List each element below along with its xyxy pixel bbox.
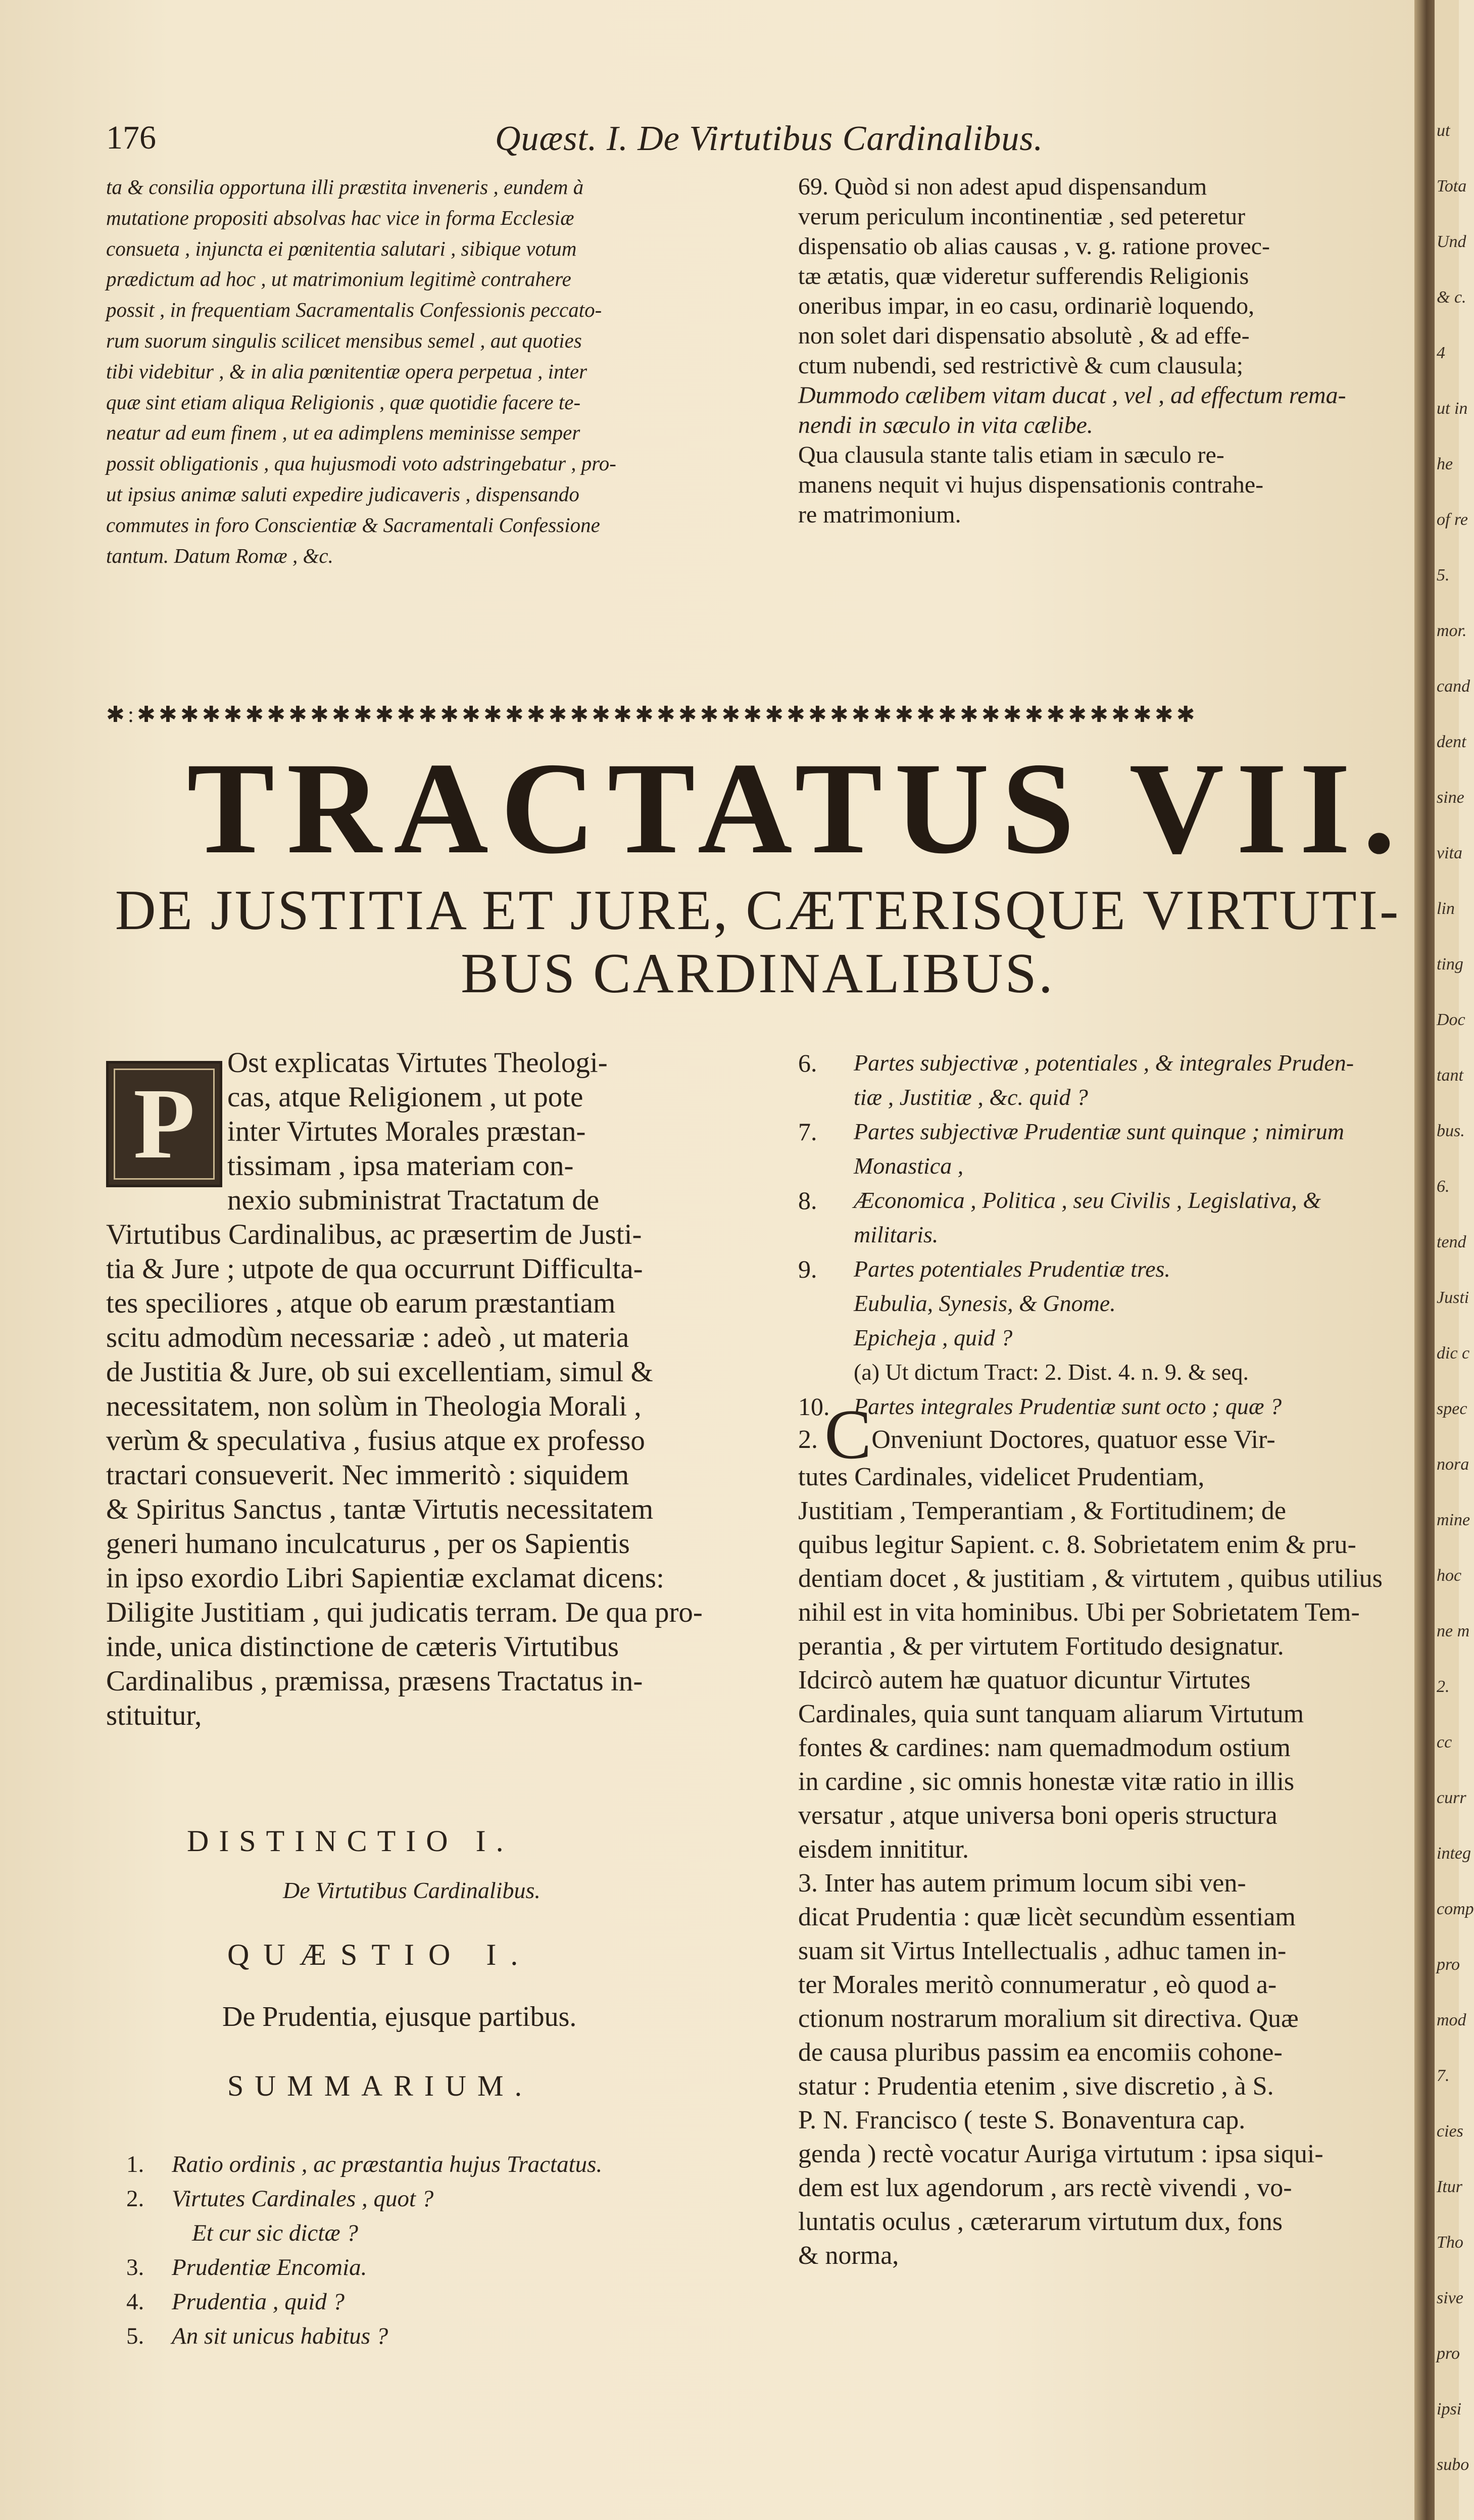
subtitle-line: BUS CARDINALIBUS. — [461, 942, 1055, 1005]
page-header — [106, 119, 1399, 164]
top-left-column — [106, 172, 778, 571]
text-line: ctum nubendi, sed restrictivè & cum clausula; — [798, 352, 1244, 379]
facing-page-fragment: vita — [1437, 844, 1462, 862]
facing-page-fragment: sine — [1437, 788, 1464, 807]
text-line: prædictum ad hoc , ut matrimonium legitimè contrahere — [106, 267, 571, 291]
summary-item-text: Epicheja , quid ? — [854, 1325, 1013, 1350]
running-title: Quæst. I. De Virtutibus Cardinalibus. — [495, 119, 1044, 158]
summary-item-text: Monastica , — [854, 1153, 964, 1179]
facing-page-fragment: mor. — [1437, 621, 1467, 640]
facing-page-fragment: Tota — [1437, 177, 1467, 196]
facing-page-fragment: subo — [1437, 2455, 1469, 2474]
text-line: 69. Quòd si non adest apud dispensandum — [798, 173, 1207, 200]
text-line: versatur , atque universa boni operis structura — [798, 1801, 1278, 1830]
ornamental-rule: ✱:✱✱✱✱✱✱✱✱✱✱✱✱✱✱✱✱✱✱✱✱✱✱✱✱✱✱✱✱✱✱✱✱✱✱✱✱✱✱✱✱✱✱✱✱✱✱✱✱✱ — [106, 702, 1198, 727]
facing-page-fragment: ut — [1437, 121, 1450, 140]
facing-page-fragment: mod — [1437, 2011, 1466, 2029]
text-line: nendi in sæculo in vita cælibe. — [798, 412, 1093, 439]
facing-page-fragment: pro — [1437, 1955, 1460, 1974]
facing-page-fragment: cand — [1437, 677, 1470, 696]
summary-item-text: Prudentiæ Encomia. — [172, 2254, 367, 2281]
text-line: inde, unica distinctione de cæteris Virtutibus — [106, 1631, 619, 1663]
facing-page-fragment: cc — [1437, 1733, 1452, 1752]
summary-item-text: militaris. — [854, 1222, 939, 1247]
summarium-heading: SUMMARIUM. — [227, 2069, 533, 2102]
facing-page-fragment: ipsi — [1437, 2400, 1462, 2418]
text-line: ta & consilia opportuna illi præstita inveneris , eundem à — [106, 175, 584, 199]
summary-item — [798, 1114, 1414, 1149]
text-line: & norma, — [798, 2241, 899, 2270]
summary-item-number: 5. — [126, 2323, 144, 2349]
facing-page-fragment: curr — [1437, 1788, 1466, 1807]
summary-item-text: tiæ , Justitiæ , &c. quid ? — [854, 1084, 1088, 1110]
text-line: tibi videbitur , & in alia pœnitentiæ opera perpetua , inter — [106, 359, 587, 383]
summary-item-number: 9. — [798, 1255, 817, 1283]
summary-item — [798, 1183, 1414, 1218]
distinctio-subtitle: De Virtutibus Cardinalibus. — [283, 1877, 541, 1903]
paragraph-number: 2. — [798, 1425, 818, 1454]
text-line: non solet dari dispensatio absolutè , & ad effe- — [798, 322, 1250, 349]
facing-page-fragment: ting — [1437, 955, 1463, 974]
text-line: tutes Cardinales, videlicet Prudentiam, — [798, 1463, 1205, 1491]
summary-item — [798, 1149, 1414, 1183]
text-line: Cardinales, quia sunt tanquam aliarum Virtutum — [798, 1700, 1304, 1728]
first-line-text: Onveniunt Doctores, quatuor esse Vir- — [871, 1425, 1275, 1454]
text-line: mutatione propositi absolvas hac vice in forma Ecclesiæ — [106, 206, 574, 229]
summary-item-text: Eubulia, Synesis, & Gnome. — [854, 1290, 1116, 1316]
text-line: verùm & speculativa , fusius atque ex professo — [106, 1425, 645, 1457]
text-line: P. N. Francisco ( teste S. Bonaventura cap. — [798, 2106, 1246, 2135]
text-line: Qua clausula stante talis etiam in sæculo re- — [798, 442, 1224, 468]
summary-item — [126, 2250, 783, 2285]
quaestio-heading: QUÆSTIO I. — [227, 1938, 532, 1971]
summary-item-text: Partes integrales Prudentiæ sunt octo ; quæ ? — [854, 1393, 1282, 1419]
text-line: Diligite Justitiam , qui judicatis terram. De qua pro- — [106, 1596, 703, 1628]
text-line: dentiam docet , & justitiam , & virtutem , quibus utilius — [798, 1564, 1383, 1593]
treatise-subtitle — [101, 879, 1414, 1005]
text-line: quibus legitur Sapient. c. 8. Sobrietatem enim & pru- — [798, 1530, 1356, 1559]
summary-item — [126, 2216, 783, 2250]
text-line: quæ sint etiam aliqua Religionis , quæ quotidie facere te- — [106, 390, 581, 414]
facing-page-fragment: 4 — [1437, 344, 1445, 362]
dropcap-letter: P — [133, 1068, 195, 1180]
text-line: 3. Inter has autem primum locum sibi ven- — [798, 1869, 1246, 1898]
text-line: Ost explicatas Virtutes Theologi- — [227, 1047, 608, 1079]
text-line: in ipso exordio Libri Sapientiæ exclamat dicens: — [106, 1562, 664, 1594]
summary-item-number: 4. — [126, 2289, 144, 2315]
facing-page-fragment: dic c — [1437, 1344, 1470, 1363]
facing-page-fragment: tant — [1437, 1066, 1463, 1085]
summary-item-text: Ratio ordinis , ac præstantia hujus Tractatus. — [172, 2151, 603, 2177]
facing-page-fragment: lin — [1437, 899, 1455, 918]
text-line: inter Virtutes Morales præstan- — [227, 1116, 586, 1147]
summary-item-number: 1. — [126, 2151, 144, 2177]
summary-list-right — [798, 1046, 1414, 1424]
text-line: eisdem innititur. — [798, 1835, 969, 1864]
facing-page-fragment: Itur — [1437, 2177, 1462, 2196]
text-line: & Spiritus Sanctus , tantæ Virtutis necessitatem — [106, 1493, 654, 1525]
facing-page-fragment: cies — [1437, 2122, 1463, 2141]
summary-item — [798, 1046, 1414, 1080]
text-line: tia & Jure ; utpote de qua occurrunt Difficulta- — [106, 1253, 643, 1285]
facing-page-fragment: comp — [1437, 1900, 1474, 1918]
text-line: dem est lux agendorum , ars rectè vivendi , vo- — [798, 2173, 1292, 2202]
text-line: genda ) rectè vocatur Auriga virtutum : ipsa siqui- — [798, 2140, 1323, 2168]
text-line: cas, atque Religionem , ut pote — [227, 1081, 583, 1113]
facing-page-fragment: bus. — [1437, 1122, 1465, 1140]
summary-item-text: Æconomica , Politica , seu Civilis , Legislativa, & — [854, 1187, 1321, 1213]
text-line: possit obligationis , qua hujusmodi voto adstringebatur , pro- — [106, 452, 616, 475]
text-line: re matrimonium. — [798, 501, 961, 528]
facing-page-fragment: Doc — [1437, 1010, 1465, 1029]
text-line: tissimam , ipsa materiam con- — [227, 1150, 574, 1182]
summary-item-number: 7. — [798, 1118, 817, 1146]
summary-item — [798, 1355, 1414, 1389]
facing-page-fragment: sive — [1437, 2289, 1463, 2307]
text-line: ut ipsius animæ saluti expedire judicaveris , dispensando — [106, 482, 579, 506]
summary-item — [126, 2182, 783, 2216]
text-line: statur : Prudentia etenim , sive discretio , à S. — [798, 2072, 1274, 2101]
initial-letter: C — [824, 1395, 872, 1474]
summary-item — [798, 1321, 1414, 1355]
facing-page-fragment: nora — [1437, 1455, 1469, 1474]
text-line: tæ ætatis, quæ videretur sufferendis Religionis — [798, 263, 1249, 289]
facing-page-fragment: & c. — [1437, 288, 1466, 307]
text-line: Cardinalibus , præmissa, præsens Tractatus in- — [106, 1665, 643, 1697]
summary-item — [126, 2319, 783, 2353]
summary-item-text: (a) Ut dictum Tract: 2. Dist. 4. n. 9. & seq. — [854, 1359, 1249, 1385]
text-line: consueta , injuncta ei pœnitentia salutari , sibique votum — [106, 236, 577, 260]
text-line: rum suorum singulis scilicet mensibus semel , aut quoties — [106, 328, 582, 352]
summary-item-text: Prudentia , quid ? — [172, 2289, 345, 2315]
text-line: suam sit Virtus Intellectualis , adhuc tamen in- — [798, 1936, 1287, 1965]
book-gutter — [1414, 0, 1435, 2520]
facing-page-fragment: ne m — [1437, 1622, 1470, 1640]
facing-page-fragment: pro — [1437, 2344, 1460, 2363]
facing-page-fragment: 5. — [1437, 566, 1450, 585]
summary-item-text: Partes potentiales Prudentiæ tres. — [854, 1256, 1170, 1282]
text-line: tes speciliores , atque ob earum præstantiam — [106, 1287, 616, 1319]
summary-item — [798, 1218, 1414, 1252]
summary-item-text: An sit unicus habitus ? — [172, 2323, 388, 2349]
treatise-title: TRACTATUS VII. — [187, 736, 1408, 881]
summary-item-text: Partes subjectivæ Prudentiæ sunt quinque ; nimirum — [854, 1119, 1345, 1144]
facing-page-fragment: tend — [1437, 1233, 1466, 1251]
text-line: Dummodo cælibem vitam ducat , vel , ad effectum rema- — [798, 382, 1346, 409]
text-line: in cardine , sic omnis honestæ vitæ ratio in illis — [798, 1767, 1295, 1796]
top-right-column — [798, 172, 1414, 529]
summary-item — [126, 2147, 783, 2182]
summary-item — [126, 2285, 783, 2319]
text-line: generi humano inculcaturus , per os Sapientis — [106, 1528, 630, 1560]
text-line: nexio subministrat Tractatum de — [227, 1184, 600, 1216]
facing-page-fragment: 7. — [1437, 2066, 1450, 2085]
summary-item — [798, 1286, 1414, 1321]
summary-list-left — [126, 2147, 783, 2353]
text-line: fontes & cardines: nam quemadmodum ostium — [798, 1733, 1291, 1762]
text-line: commutes in foro Conscientiæ & Sacramentali Confessione — [106, 513, 600, 537]
facing-page-fragment: spec — [1437, 1399, 1467, 1418]
text-line: Justitiam , Temperantiam , & Fortitudinem; de — [798, 1496, 1286, 1525]
facing-page-fragment: he — [1437, 455, 1453, 473]
text-line: perantia , & per virtutem Fortitudo designatur. — [798, 1632, 1284, 1661]
text-line: ter Morales meritò connumeratur , eò quod a- — [798, 1970, 1277, 1999]
facing-page-fragment: mine — [1437, 1511, 1470, 1529]
summary-item — [798, 1080, 1414, 1114]
text-line: de causa pluribus passim ea encomiis cohone- — [798, 2038, 1283, 2067]
text-line: scitu admodùm necessariæ : adeò , ut materia — [106, 1322, 629, 1353]
text-line: stituitur, — [106, 1700, 202, 1731]
quaestio-subtitle: De Prudentia, ejusque partibus. — [222, 2001, 577, 2032]
facing-page-fragment: ut in — [1437, 399, 1468, 418]
subtitle-line: DE JUSTITIA ET JURE, CÆTERISQUE VIRTUTI- — [115, 879, 1401, 942]
facing-page-fragment: Tho — [1437, 2233, 1463, 2252]
summary-item-text: Partes subjectivæ , potentiales , & integrales Pruden- — [854, 1050, 1354, 1076]
text-line: Virtutibus Cardinalibus, ac præsertim de Justi- — [106, 1219, 642, 1250]
summary-item-text: Virtutes Cardinales , quot ? — [172, 2186, 434, 2212]
text-line: dispensatio ob alias causas , v. g. ratione provec- — [798, 233, 1270, 260]
facing-page-fragment: dent — [1437, 733, 1466, 751]
summary-item-number: 3. — [126, 2254, 144, 2281]
text-line: necessitatem, non solùm in Theologia Morali , — [106, 1390, 642, 1422]
text-line: nihil est in vita hominibus. Ubi per Sobrietatem Tem- — [798, 1598, 1360, 1627]
facing-page-fragment: 6. — [1437, 1177, 1450, 1196]
summary-item-number: 6. — [798, 1049, 817, 1077]
facing-page-fragment: of re — [1437, 510, 1468, 529]
text-line: manens nequit vi hujus dispensationis contrahe- — [798, 471, 1264, 498]
text-line: de Justitia & Jure, ob sui excellentiam, simul & — [106, 1356, 653, 1388]
text-line: neatur ad eum finem , ut ea adimplens meminisse semper — [106, 421, 580, 445]
summary-item-text: Et cur sic dictæ ? — [192, 2220, 358, 2246]
summary-item-number: 2. — [126, 2186, 144, 2212]
summary-item-number: 10. — [798, 1392, 830, 1421]
text-line: tractari consueverit. Nec immeritò : siquidem — [106, 1459, 629, 1491]
facing-page-fragment: Justi — [1437, 1288, 1469, 1307]
text-line: possit , in frequentiam Sacramentalis Confessionis peccato- — [106, 298, 602, 322]
facing-page-fragment: integ — [1437, 1844, 1471, 1863]
text-line: Idcircò autem hæ quatuor dicuntur Virtutes — [798, 1666, 1251, 1694]
page-number: 176 — [106, 119, 156, 156]
facing-page-fragment: Und — [1437, 232, 1466, 251]
text-line: tantum. Datum Romæ , &c. — [106, 544, 333, 567]
text-line: dicat Prudentia : quæ licèt secundùm essentiam — [798, 1903, 1296, 1931]
text-line: verum periculum incontinentiæ , sed peteretur — [798, 203, 1246, 230]
facing-page-fragment: 2. — [1437, 1677, 1450, 1696]
facing-page-fragment: hoc — [1437, 1566, 1462, 1585]
distinctio-heading: DISTINCTIO I. — [187, 1824, 514, 1858]
body-left-column — [106, 1046, 778, 1733]
summary-item-number: 8. — [798, 1186, 817, 1215]
text-line: ctionum nostrarum moralium sit directiva. Quæ — [798, 2004, 1299, 2033]
text-line: oneribus impar, in eo casu, ordinariè loquendo, — [798, 293, 1255, 319]
text-line: luntatis oculus , cæterarum virtutum dux, fons — [798, 2207, 1283, 2236]
facing-page-edge — [1435, 0, 1474, 2520]
summary-item — [798, 1252, 1414, 1286]
